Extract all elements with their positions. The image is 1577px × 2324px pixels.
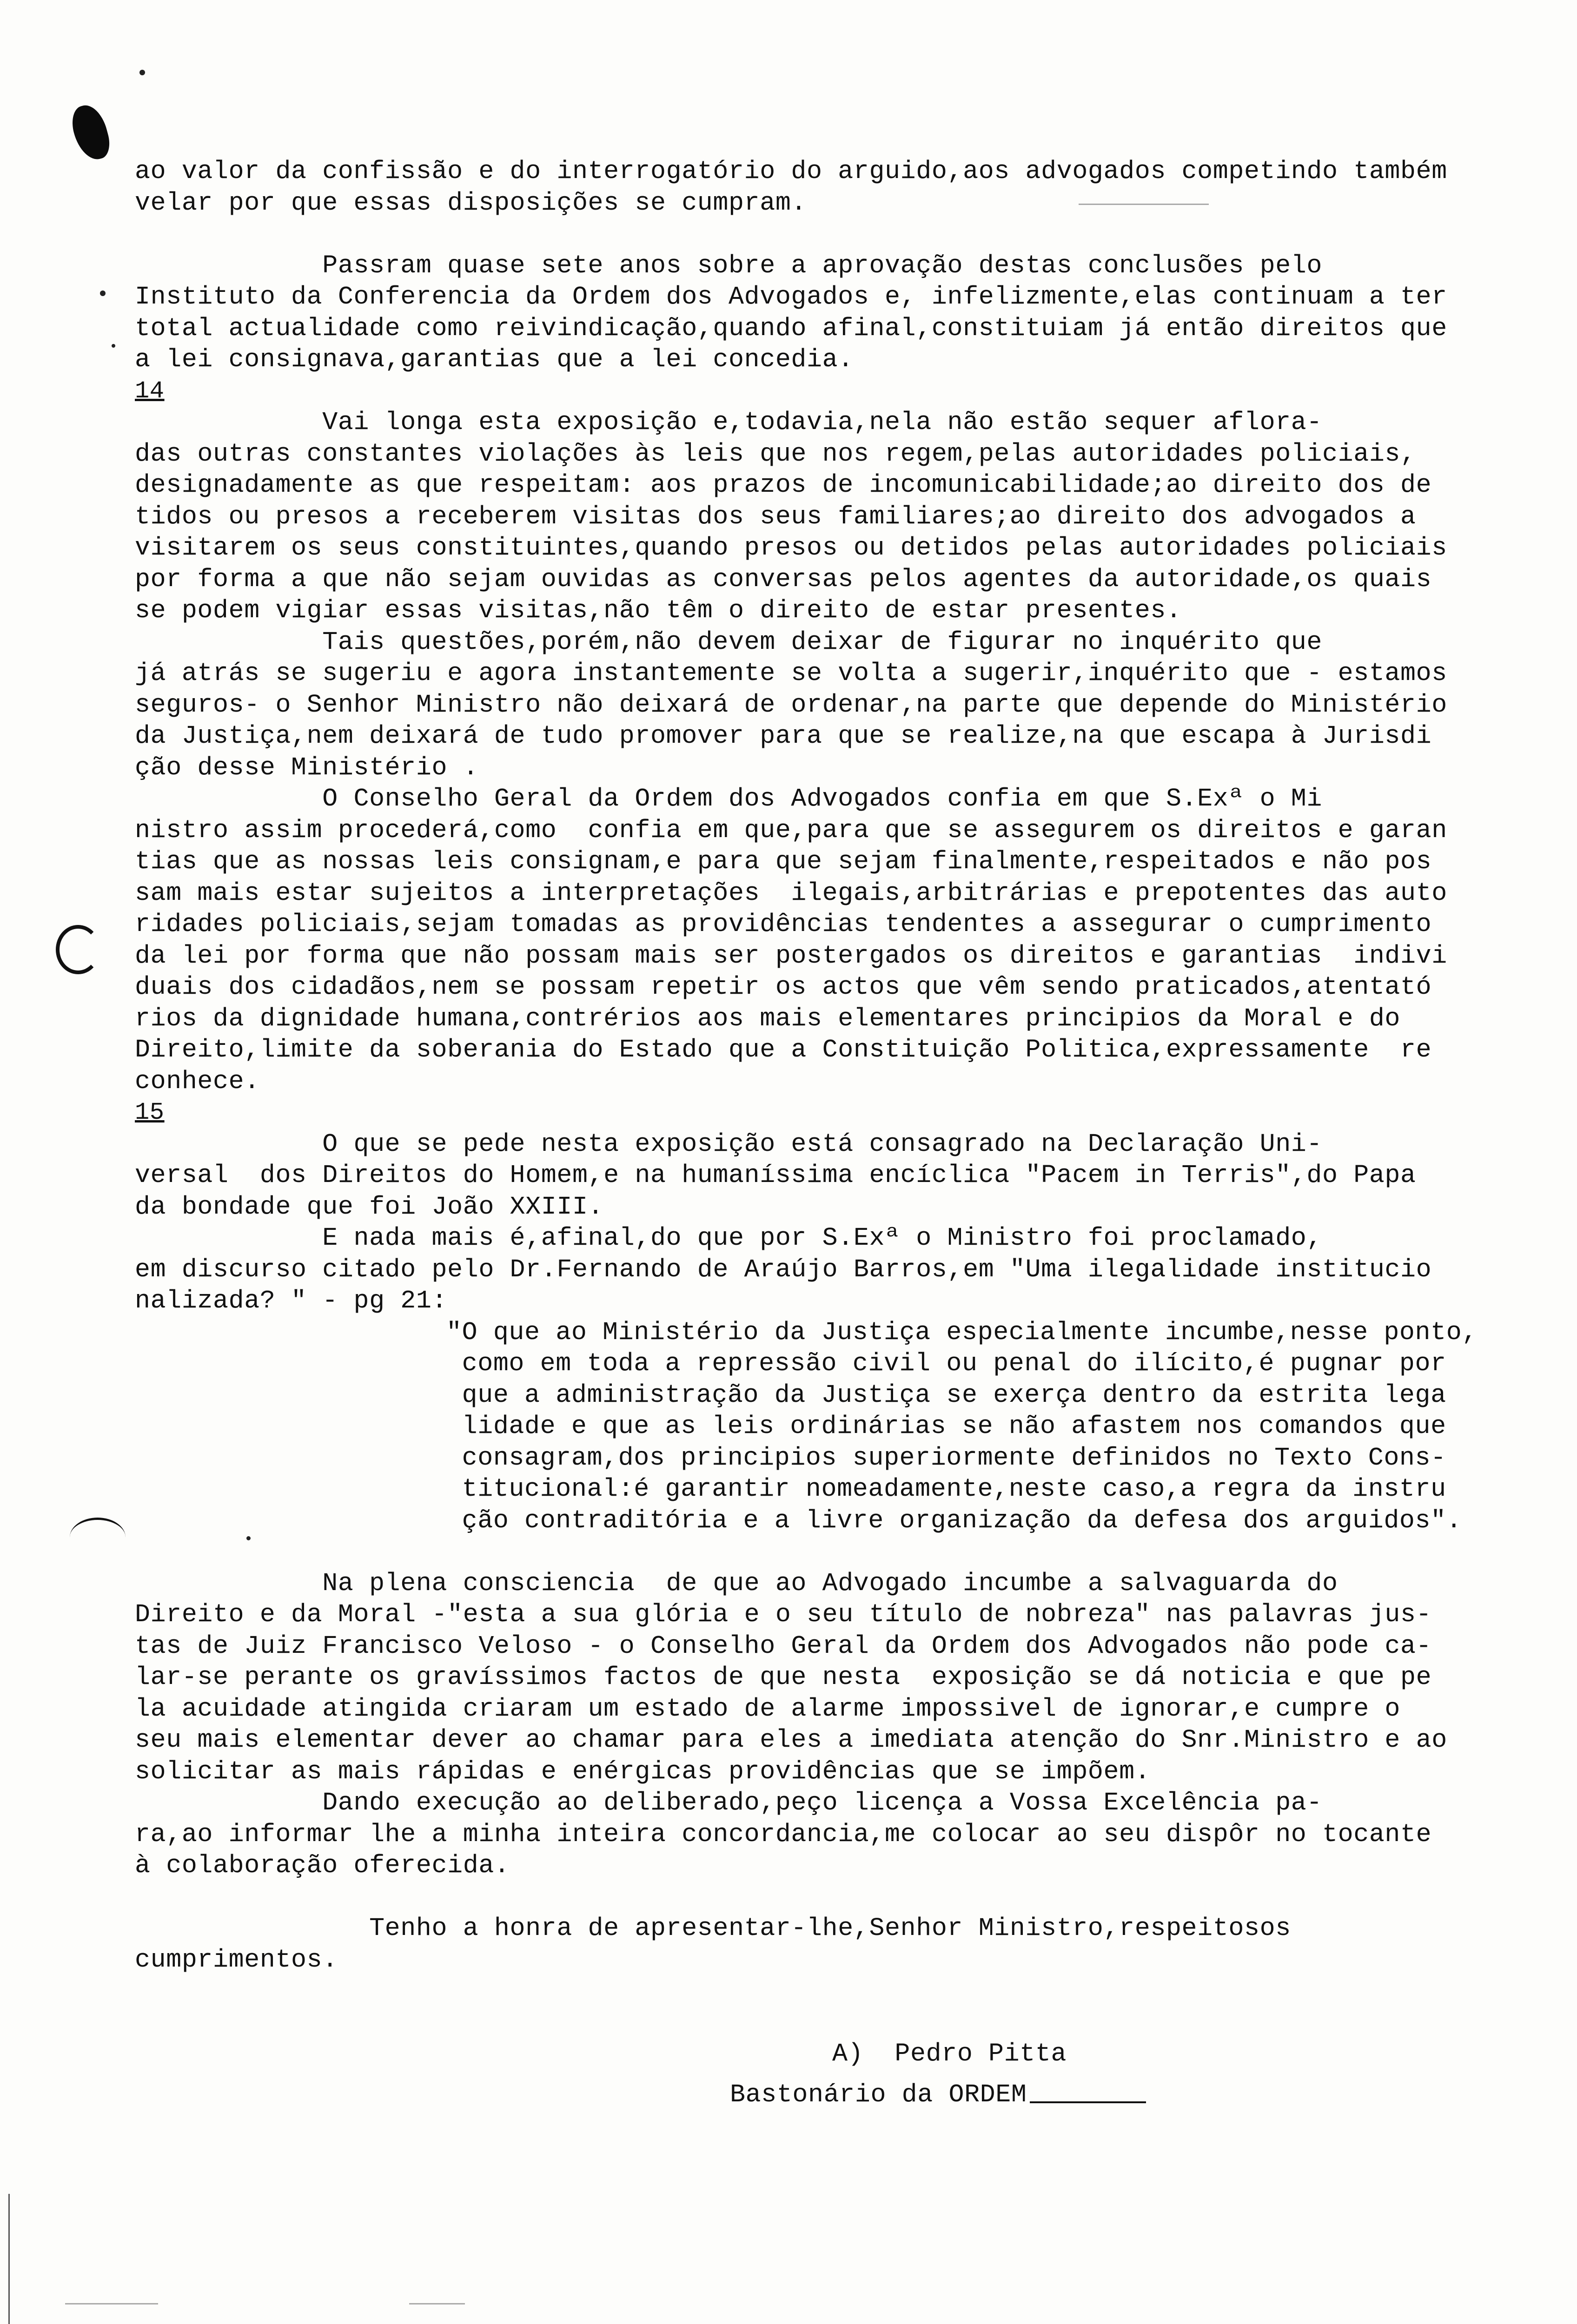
quote-line: lidade e que as leis ordinárias se não afastem nos comandos que: [446, 1412, 1446, 1441]
blank-line: [135, 1975, 1525, 2007]
text-line: la acuidade atingida criaram um estado de alarme impossivel de ignorar,e cumpre o: [135, 1694, 1401, 1723]
faint-line-mark: [65, 2303, 158, 2304]
text-line: Vai longa esta exposição e,todavia,nela não estão sequer aflora-: [135, 408, 1323, 437]
faint-line-mark: [409, 2303, 465, 2304]
text-line: sam mais estar sujeitos a interpretações ilegais,arbitrárias e prepotentes das auto: [135, 878, 1447, 908]
blank-line: [135, 2070, 1525, 2074]
text-line: visitarem os seus constituintes,quando presos ou detidos pelas autoridades policiais: [135, 533, 1447, 562]
text-line: total actualidade como reivindicação,quando afinal,constituiam já então direitos que: [135, 313, 1447, 343]
signature-name: A) Pedro Pitta: [832, 2039, 1067, 2068]
signature-title-row: [135, 2079, 1525, 2111]
text-line: tias que as nossas leis consignam,e para que sejam finalmente,respeitados e não pos: [135, 847, 1432, 876]
text-line: da bondade que foi João XXIII.: [135, 1192, 604, 1221]
text-line: Dando execução ao deliberado,peço licença a Vossa Excelência pa-: [135, 1788, 1323, 1817]
text-line: ção desse Ministério .: [135, 753, 479, 782]
text-line: conhece.: [135, 1066, 260, 1096]
text-line: da lei por forma que não possam mais ser postergados os direitos e garantias indivi: [135, 941, 1447, 971]
text-line: O que se pede nesta exposição está consagrado na Declaração Uni-: [135, 1129, 1323, 1159]
text-line: da Justiça,nem deixará de tudo promover para que se realize,na que escapa à Jurisdi: [135, 721, 1432, 751]
left-edge-line: [8, 2194, 10, 2324]
text-line: ao valor da confissão e do interrogatório do arguido,aos advogados competindo também: [135, 157, 1447, 186]
text-line: ra,ao informar lhe a minha inteira concordancia,me colocar ao seu dispôr no tocante: [135, 1819, 1432, 1849]
blank-line: [135, 2074, 1525, 2079]
quote-line: que a administração da Justiça se exerça dentro da estrita lega: [446, 1380, 1446, 1410]
signature-title: Bastonário da ORDEM: [730, 2080, 1027, 2109]
text-line: das outras constantes violações às leis que nos regem,pelas autoridades policiais,: [135, 439, 1416, 469]
text-line: Direito,limite da soberania do Estado que a Constituição Politica,expressamente re: [135, 1035, 1432, 1064]
text-line: já atrás se sugeriu e agora instantemente se volta a sugerir,inquérito que - estamos: [135, 659, 1447, 688]
text-line: Tais questões,porém,não devem deixar de figurar no inquérito que: [135, 627, 1323, 657]
quote-line: consagram,dos principios superiormente definidos no Texto Cons-: [446, 1443, 1446, 1472]
section-number: 14: [135, 377, 165, 405]
text-line: lar-se perante os gravíssimos factos de que nesta exposição se dá noticia e que pe: [135, 1663, 1432, 1692]
text-line: Passram quase sete anos sobre a aprovação destas conclusões pelo: [135, 251, 1323, 280]
speck-mark: [100, 290, 106, 296]
quote-line: como em toda a repressão civil ou penal do ilícito,é pugnar por: [446, 1349, 1446, 1378]
blank-line: [135, 218, 1525, 250]
pencil-arc-mark: [70, 1518, 126, 1557]
text-line: seguros- o Senhor Ministro não deixará de ordenar,na parte que depende do Ministério: [135, 690, 1447, 720]
text-line: tas de Juiz Francisco Veloso - o Conselho Geral da Ordem dos Advogados não pode ca-: [135, 1631, 1432, 1661]
signature-underline: [1030, 2101, 1146, 2103]
text-line: por forma a que não sejam ouvidas as conversas pelos agentes da autoridade,os quais: [135, 564, 1432, 594]
block-quote: [135, 1317, 1525, 1537]
text-line: Na plena consciencia de que ao Advogado incumbe a salvaguarda do: [135, 1568, 1338, 1598]
text-line: designadamente as que respeitam: aos prazos de incomunicabilidade;ao direito dos de: [135, 470, 1432, 500]
quote-line: "O que ao Ministério da Justiça especialmente incumbe,nesse ponto,: [446, 1317, 1478, 1347]
blank-line: [135, 2007, 1525, 2039]
text-line: duais dos cidadãos,nem se possam repetir os actos que vêm sendo praticados,atentató: [135, 972, 1432, 1002]
text-line: seu mais elementar dever ao chamar para eles a imediata atenção do Snr.Ministro e ao: [135, 1725, 1447, 1755]
bracket-mark: [56, 925, 100, 974]
text-line: Tenho a honra de apresentar-lhe,Senhor Ministro,respeitosos: [135, 1914, 1291, 1943]
blank-line: [135, 1882, 1525, 1913]
speck-mark: [139, 70, 145, 75]
text-line: à colaboração oferecida.: [135, 1851, 510, 1880]
text-line: solicitar as mais rápidas e enérgicas providências que se impõem.: [135, 1756, 1151, 1786]
blank-line: [135, 1536, 1525, 1568]
text-line: se podem vigiar essas visitas,não têm o direito de estar presentes.: [135, 596, 1182, 625]
text-line: rios da dignidade humana,contrérios aos mais elementares principios da Moral e do: [135, 1004, 1401, 1033]
text-line: nistro assim procederá,como confia em que,para que se assegurem os direitos e garan: [135, 815, 1447, 845]
typed-body-text: [135, 156, 1525, 2110]
text-line: O Conselho Geral da Ordem dos Advogados confia em que S.Exª o Mi: [135, 784, 1323, 813]
text-line: versal dos Direitos do Homem,e na humaníssima encíclica "Pacem in Terris",do Papa: [135, 1161, 1416, 1190]
quote-line: ção contraditória e a livre organização da defesa dos arguidos".: [446, 1505, 1462, 1535]
text-line: tidos ou presos a receberem visitas dos seus familiares;ao direito dos advogados a: [135, 502, 1416, 531]
text-line: ridades policiais,sejam tomadas as providências tendentes a assegurar o cumprimento: [135, 910, 1432, 939]
text-line: cumprimentos.: [135, 1945, 338, 1974]
speck-mark: [112, 344, 115, 348]
text-line: em discurso citado pelo Dr.Fernando de Araújo Barros,em "Uma ilegalidade institucio: [135, 1254, 1432, 1284]
quote-line: titucional:é garantir nomeadamente,neste caso,a regra da instru: [446, 1474, 1446, 1504]
text-line: E nada mais é,afinal,do que por S.Exª o Ministro foi proclamado,: [135, 1223, 1323, 1253]
text-line: Instituto da Conferencia da Ordem dos Advogados e, infelizmente,elas continuam a ter: [135, 282, 1447, 311]
section-number: 15: [135, 1099, 165, 1126]
text-line: a lei consignava,garantias que a lei concedia.: [135, 345, 854, 374]
text-line: velar por que essas disposições se cumpram.: [135, 188, 807, 218]
ink-blot-mark: [68, 101, 114, 164]
text-line: nalizada? " - pg 21:: [135, 1286, 448, 1315]
text-line: Direito e da Moral -"esta a sua glória e o seu título de nobreza" nas palavras jus-: [135, 1600, 1432, 1629]
